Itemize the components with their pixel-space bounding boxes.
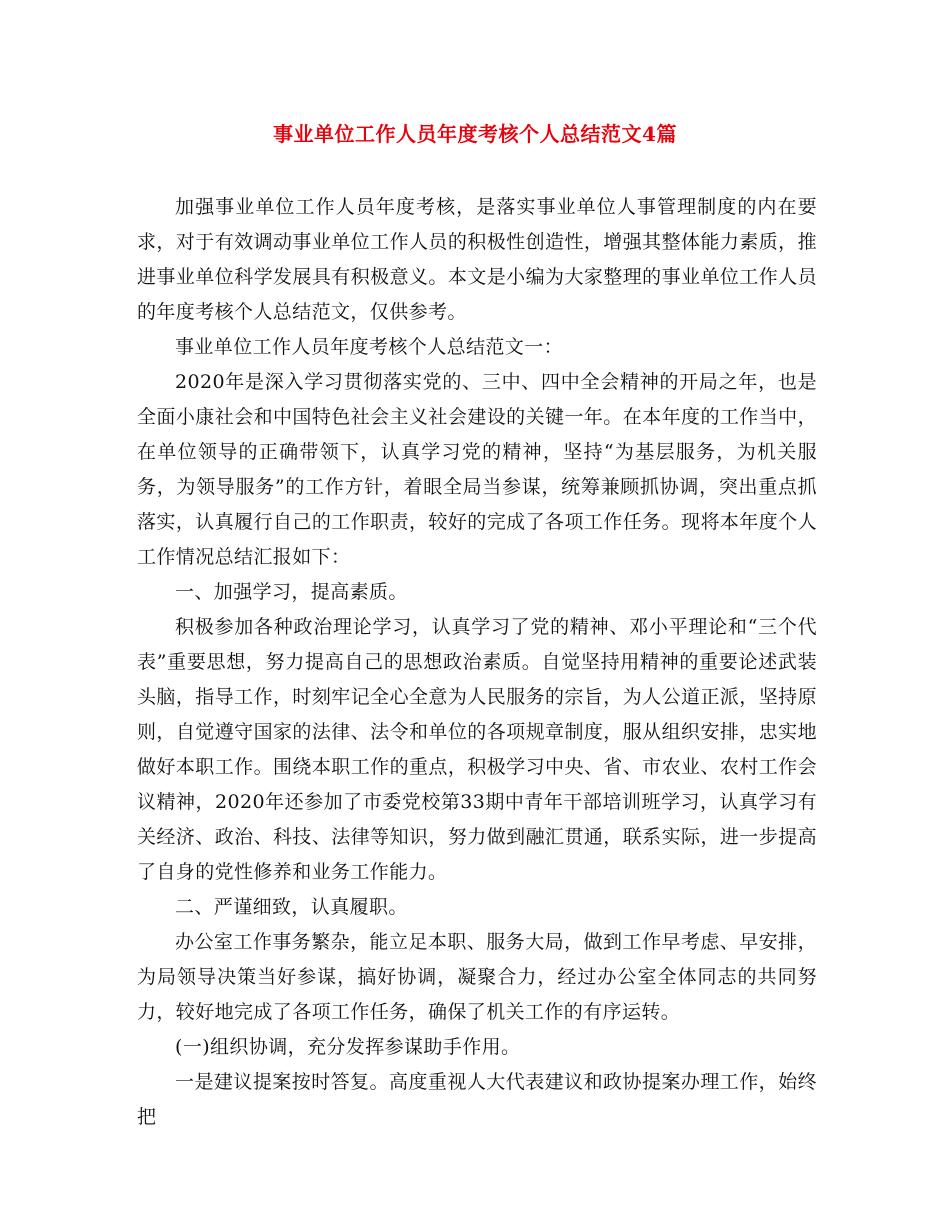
body-paragraph: 积极参加各种政治理论学习，认真学习了党的精神、邓小平理论和“三个代表”重要思想，努力提高自己的思想政治素质。自觉坚持用精神的重要论述武装头脑，指导工作，时刻牢记全心全意为人民服务的宗旨，为人公道正派，坚持原则，自觉遵守国家的法律、法令和单位的各项规章制度，服从组织安排，忠实地做好本职工作。围绕本职工作的重点，积极学习中央、省、市农业、农村工作会议精神，2020年还参加了市委党校第33期中青年干部培训班学习，认真学习有关经济、政治、科技、法律等知识，努力做到融汇贯通，联系实际，进一步提高了自身的党性修养和业务工作能力。 xyxy=(137,616,817,883)
body-paragraph: 一是建议提案按时答复。高度重视人大代表建议和政协提案办理工作，始终把 xyxy=(137,1071,817,1128)
document-body xyxy=(137,190,817,1135)
body-paragraph: 办公室工作事务繁杂，能立足本职、服务大局，做到工作早考虑、早安排，为局领导决策当好参谋，搞好协调，凝聚合力，经过办公室全体同志的共同努力，较好地完成了各项工作任务，确保了机关工作的有序运转。 xyxy=(137,931,817,1023)
section-heading-example-one: 事业单位工作人员年度考核个人总结范文一： xyxy=(175,336,564,358)
subsection-heading-coordination: (一)组织协调，充分发挥参谋助手作用。 xyxy=(175,1036,521,1058)
section-heading-study: 一、加强学习，提高素质。 xyxy=(175,581,408,603)
section-heading-duty: 二、严谨细致，认真履职。 xyxy=(175,896,408,918)
document-title: 事业单位工作人员年度考核个人总结范文4篇 xyxy=(273,122,677,146)
body-paragraph: 2020年是深入学习贯彻落实党的、三中、四中全会精神的开局之年，也是全面小康社会和中国特色社会主义社会建设的关键一年。在本年度的工作当中，在单位领导的正确带领下，认真学习党的精神，坚持“为基层服务，为机关服务，为领导服务”的工作方针，着眼全局当参谋，统筹兼顾抓协调，突出重点抓落实，认真履行自己的工作职责，较好的完成了各项工作任务。现将本年度个人工作情况总结汇报如下： xyxy=(137,371,817,568)
intro-paragraph: 加强事业单位工作人员年度考核，是落实事业单位人事管理制度的内在要求，对于有效调动事业单位工作人员的积极性创造性，增强其整体能力素质，推进事业单位科学发展具有积极意义。本文是小编为大家整理的事业单位工作人员的年度考核个人总结范文，仅供参考。 xyxy=(137,196,817,323)
